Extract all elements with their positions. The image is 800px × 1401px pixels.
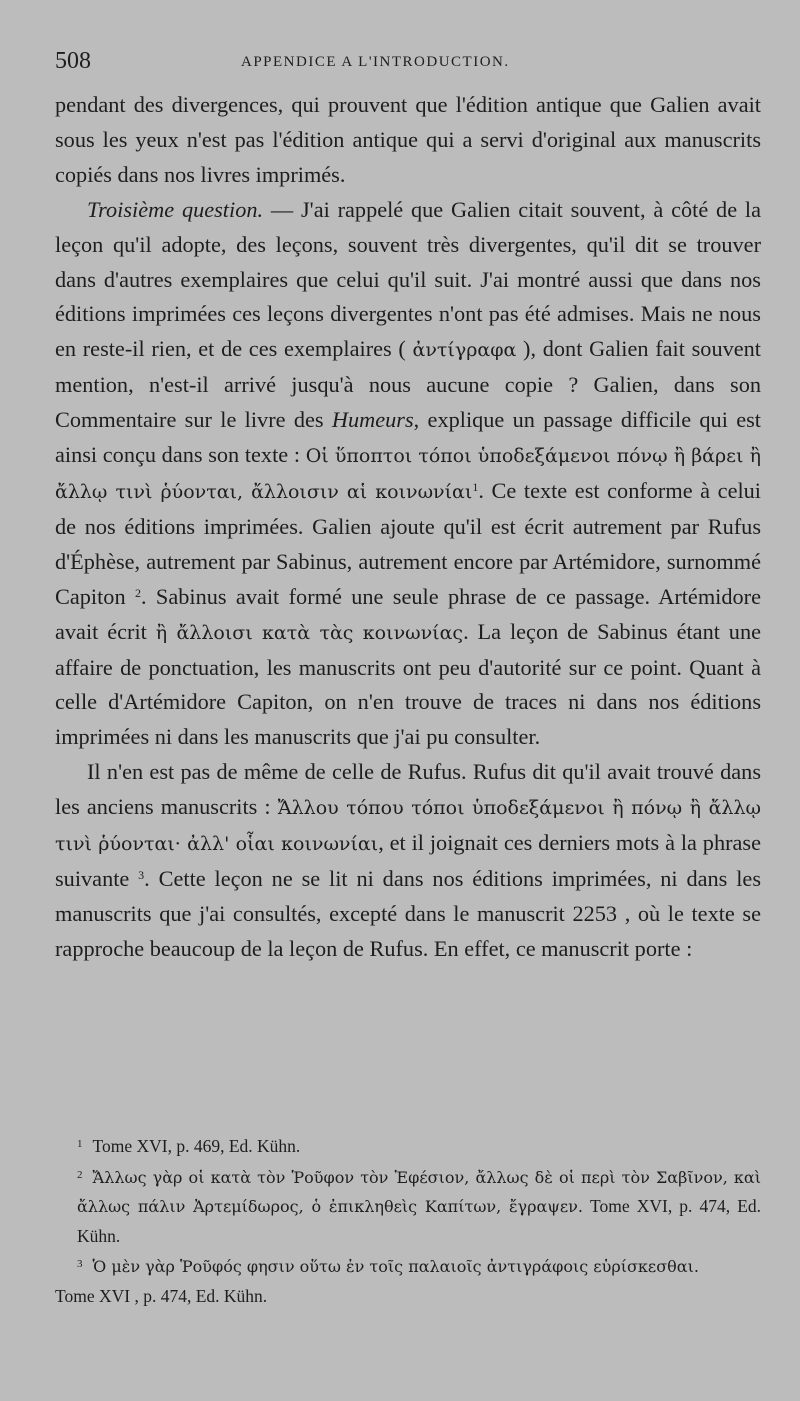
paragraph-2-text-4: . Ce texte est conforme à celui de nos éditions imprimées. Galien ajoute qu'il est écrit autrement par Rufus d'Éphèse, autrement par Sabinus, autrement encore par Artémidore, surnommé Capiton [55,477,762,609]
paragraph-3-text-3: . Cette leçon ne se lit ni dans nos éditions imprimées, ni dans les manuscrits que j'ai consultés, excepté dans le manuscrit 2253 , où le texte se rapproche beaucoup de la leçon de Rufus. En effet, ce manuscrit porte : [55,865,761,961]
running-head: APPENDICE A L'INTRODUCTION. [241,54,510,70]
page-number: 508 [55,48,91,74]
question-label: Troisième question. [87,196,264,222]
main-text [55,88,761,967]
paragraph-2-text-6: . La leçon de Sabinus étant une affaire de ponctuation, les manuscrits ont peu d'autorité sur ce point. Quant à celle d'Artémidore Capiton, on n'en trouve de traces ni dans nos éditions imprimées ni dans les manuscrits que j'ai pu consulter. [55,618,762,750]
footnote-2-text: Tome XVI, p. 474, Ed. Kühn. [77,1196,762,1246]
paragraph-2 [55,193,761,756]
paragraph-2-text-1: — J'ai rappelé que Galien citait souvent, à côté de la leçon qu'il adopte, des leçons, souvent très divergentes, qu'il dit se trouver dans d'autres exemplaires que celui qu'il suit. J'ai montré aussi que dans nos éditions imprimées ces leçons divergentes n'ont pas été admises. Mais ne nous en reste-il rien, et de ces exemplaires ( [55,196,761,362]
footnote-ref-1: 1 [472,479,479,494]
paragraph-3-text-1: Il n'en est pas de même de celle de Rufus. Rufus dit qu'il avait trouvé dans les anciens manuscrits : [55,759,761,820]
page-header [55,48,765,78]
footnote-1 [55,1130,761,1161]
footnote-ref-3: 3 [138,867,145,882]
footnote-3 [55,1250,761,1282]
footnote-1-mark: 1 [77,1138,83,1150]
footnote-3-mark: 3 [77,1258,83,1270]
paragraph-3-text-2: , et il joignait ces derniers mots à la phrase suivante [55,830,761,891]
book-title-humeurs: Humeurs [331,407,414,433]
paragraph-2-text-2: ), dont Galien fait souvent mention, n'est-il arrivé jusqu'à nous aucune copie ? Galien, dans son Commentaire sur le livre des [55,336,761,433]
footnote-2-greek: Ἄλλως γὰρ οἱ κατὰ τὸν Ῥοῦφον τὸν Ἐφέσιον, ἄλλως δὲ οἱ περὶ τὸν Σαβῖνον, καὶ ἄλλως πάλιν Ἀρτεμίδωρος, ὁ ἐπικληθεὶς Καπίτων, ἔγραψεν. [77,1167,761,1216]
footnotes [55,1130,761,1310]
greek-quote-hippocrates: Οἱ ὕποπτοι τόποι ὑποδεξάμενοι πόνῳ ἢ βάρει ἢ ἄλλῳ τινὶ ῥύονται, ἄλλοισιν αἱ κοινωνίαι [55,445,761,503]
greek-quote-antigrapha: ἀντίγραφα [412,339,517,362]
footnote-divider [55,1112,475,1113]
footnote-2 [55,1161,761,1251]
greek-quote-artemidore: ἢ ἄλλοισι κατὰ τὰς κοινωνίας [155,621,464,644]
footnote-3-reference: Tome XVI , p. 474, Ed. Kühn. [55,1285,268,1306]
footnote-3-greek: Ὁ μὲν γὰρ Ῥοῦφός φησιν οὕτω ἐν τοῖς παλαιοῖς ἀντιγράφοις εὑρίσκεσθαι. [92,1257,699,1276]
footnote-1-text: Tome XVI, p. 469, Ed. Kühn. [92,1136,301,1156]
footnote-ref-2: 2 [134,585,141,600]
paragraph-1: pendant des divergences, qui prouvent que l'édition antique que Galien avait sous les yeux n'est pas l'édition antique qui a servi d'original aux manuscrits copiés dans nos livres imprimés. [55,92,761,187]
paragraph-2-text-3: , explique un passage difficile qui est ainsi conçu dans son texte : [55,407,761,468]
footnote-2-mark: 2 [77,1168,83,1181]
greek-quote-rufus: Ἄλλου τόπου τόποι ὑποδεξάμενοι ἢ πόνῳ ἢ ἄλλῳ τινὶ ῥύονται· ἀλλ' οἷαι κοινωνίαι [55,797,761,856]
paragraph-3 [55,755,761,966]
paragraph-2-text-5: . Sabinus avait formé une seule phrase de ce passage. Artémidore avait écrit [55,583,761,644]
